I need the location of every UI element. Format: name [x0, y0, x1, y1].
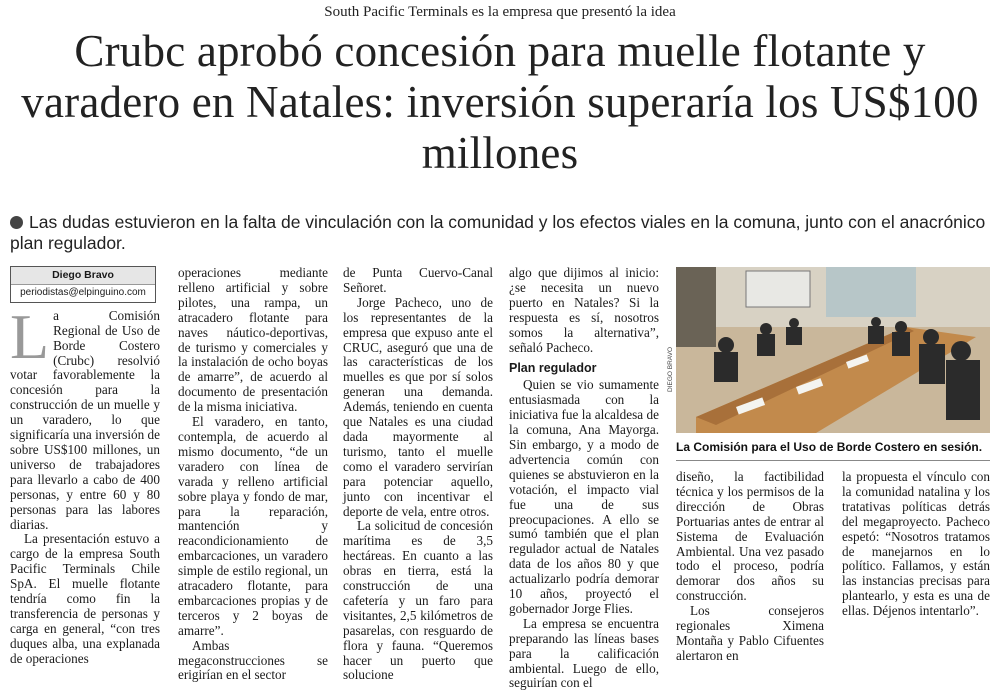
caption-divider: [676, 460, 990, 461]
dropcap: L: [10, 300, 50, 372]
lead-text: Las dudas estuvieron en la falta de vinculación con la comunidad y los efectos viales en la comuna, junto con el anacrónico plan regulador.: [10, 212, 986, 253]
paragraph: diseño, la factibilidad técnica y los permisos de la dirección de Obras Portuarias antes de entrar al Sistema de Evaluación Ambiental. Una vez pasado todo el proceso, podría demorar dos años su construcción.: [676, 469, 824, 604]
lead-paragraph: [10, 212, 990, 254]
paragraph: la propuesta el vínculo con la comunidad natalina y los tratativas políticas detrás del megaproyecto. Pacheco espetó: “Nosotros tratamos de manejarnos en lo político. Fallamos, y están las instancias precisas para plantearlo, y esta es una de ellas. Déjenos intentarlo”.: [842, 469, 990, 619]
paragraph: de Punta Cuervo-Canal Señoret.: [343, 265, 493, 295]
author-email[interactable]: periodistas@elpinguino.com: [20, 286, 146, 298]
paragraph: La Comisión Regional de Uso de Borde Costero (Crubc) resolvió votar favorablemente la concesión para la construcción de un muelle y un varadero, lo que significaría una inversión de sobre US$100 millones, un universo de trabajadores para llevarlo a cabo de 400 personas, y entre 60 y 80 personas para las labores diarias.: [10, 300, 160, 532]
paragraph: La empresa se encuentra preparando las líneas bases para la calificación ambiental. Luego de ello, seguirían con el: [509, 615, 659, 691]
bullet-icon: [10, 216, 23, 229]
paragraph: Ambas megaconstrucciones se erigirían en el sector: [178, 637, 328, 683]
column-2: [178, 266, 328, 683]
paragraph: Quien se vio sumamente entusiasmada con la iniciativa fue la alcaldesa de la comuna, Ana Mayorga. Sin embargo, y a modo de advertencia común con quienes se abstuvieron en la votación, el impacto vial fue una de sus preocupaciones. A ello se sumó también que el plan regulador actual de Natales data de los años 80 y que actualizarlo podría demorar 10 años, proyectó el gobernador Jorge Flies.: [509, 377, 659, 616]
paragraph: Jorge Pacheco, uno de los representantes de la empresa que expuso ante el CRUC, aseguró que una de las características de los muelles es que por sí solos generan una demanda. Además, teniendo en cuenta que Natales es una ciudad dada mayormente al turismo, tanto el muelle como el varadero servirían para potenciar aquello, junto con incentivar el deporte de vela, entre otros.: [343, 294, 493, 519]
column-3: [343, 266, 493, 683]
paragraph: La solicitud de concesión marítima es de 3,5 hectáreas. En cuanto a las obras en tierra, está la construcción de una cafetería y un faro para visitantes, 2,5 kilómetros de pasarelas, con resguardo de flora y fauna. “Queremos hacer un puerto que solucione: [343, 518, 493, 683]
column-1: [10, 266, 160, 667]
paragraph: El varadero, en tanto, contempla, de acuerdo al mismo documento, “de un varadero con línea de varada y relleno artificial sobre playa y fondo de mar, para la reparación, mantención y reacondicionamiento de embarcaciones, un varadero simple de estilo regional, un atracadero flotante, para embarcaciones propias y de terceros y 2 boyas de amarre”.: [178, 414, 328, 638]
paragraph: Los consejeros regionales Ximena Montaña y Pablo Cifuentes alertaron en: [676, 603, 824, 663]
author-name: Diego Bravo: [11, 267, 155, 285]
paragraph: algo que dijimos al inicio: ¿se necesita un nuevo puerto en Natales? Si la respuesta es sí, nosotros somos la alternativa”, señaló Pacheco.: [509, 265, 659, 355]
photo-caption: La Comisión para el Uso de Borde Costero en sesión.: [676, 440, 983, 454]
column-5: [676, 470, 824, 664]
paragraph: La presentación estuvo a cargo de la empresa South Pacific Terminals Chile SpA. El muelle flotante tendría como fin la transferencia de personas y carga en general, “con tres duques alba, una explanada de operaciones: [10, 531, 160, 666]
headline: Crubc aprobó concesión para muelle flotante y varadero en Natales: inversión superaría los US$100 millones: [21, 26, 979, 178]
photo-credit: DIEGO BRAVO: [667, 346, 674, 392]
kicker: South Pacific Terminals es la empresa que presentó la idea: [324, 4, 676, 20]
column-4: [509, 266, 659, 691]
column-6: [842, 470, 990, 619]
byline: [10, 266, 156, 303]
paragraph: operaciones mediante relleno artificial y sobre pilotes, una rampa, un atracadero flotante para naves náutico-deportivas, de turismo y comerciales y la instalación de ocho boyas de amarre”, de acuerdo al documento de presentación de la misma iniciativa.: [178, 265, 328, 415]
subheading: Plan regulador: [509, 361, 597, 376]
meeting-photo: [676, 267, 990, 433]
